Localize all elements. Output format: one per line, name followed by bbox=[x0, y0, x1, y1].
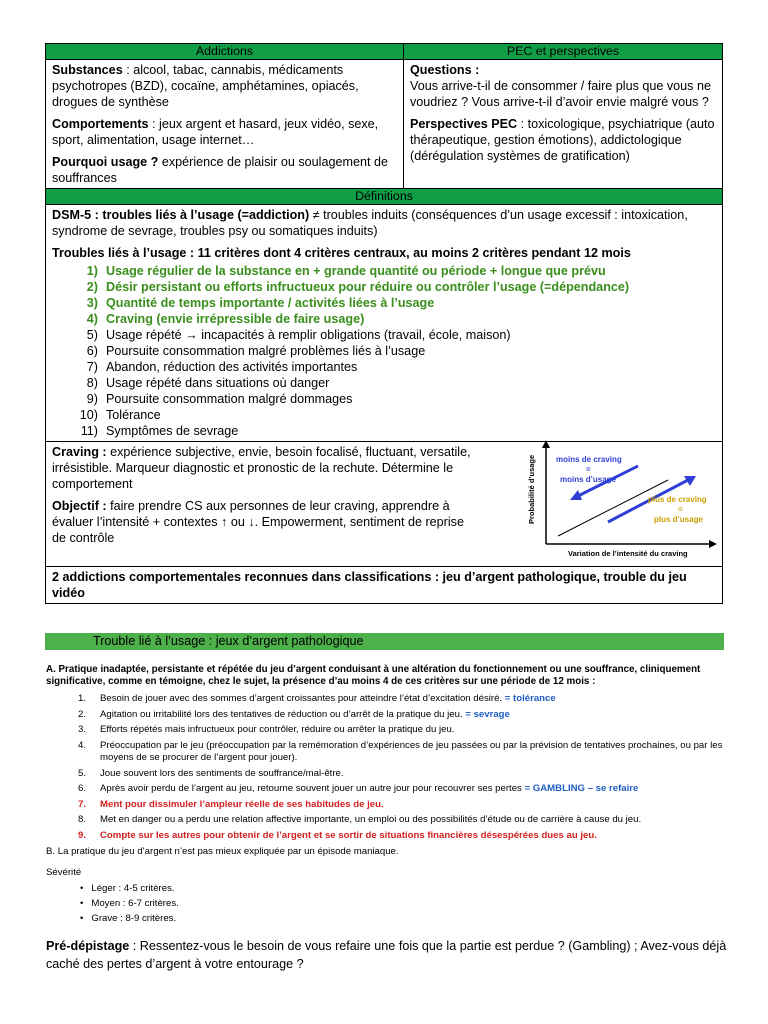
gambling-banner bbox=[45, 633, 724, 650]
gambling-criterion-text: Après avoir perdu de l’argent au jeu, retourne souvent jouer un autre jour pour recouvrer ses pertes bbox=[100, 783, 522, 794]
criterion-number: 9) bbox=[86, 392, 98, 406]
x-axis-arrowhead bbox=[709, 540, 717, 548]
dsm-label: DSM-5 : troubles liés à l’usage (=addiction) bbox=[52, 208, 310, 222]
perspectives-label: Perspectives PEC bbox=[410, 117, 518, 131]
criterion-item bbox=[52, 407, 716, 423]
criterion-item bbox=[52, 263, 716, 279]
definitions-cell bbox=[46, 205, 723, 442]
criterion-text: Usage régulier de la substance en + grande quantité ou période + longue que prévu bbox=[106, 264, 606, 278]
criterion-number: 11) bbox=[80, 424, 98, 438]
y-axis-label: Probabilité d’usage bbox=[527, 454, 536, 524]
footer-text: 2 addictions comportementales reconnues dans classifications : jeu d’argent pathologique, trouble du jeu vidéo bbox=[52, 570, 687, 600]
gambling-criterion bbox=[46, 783, 726, 796]
substances-text: : alcool, tabac, cannabis, médicaments psychotropes (BZD), cocaïne, amphétamines, opiacés, drogues de synthèse bbox=[52, 63, 359, 109]
gambling-criterion bbox=[46, 830, 726, 843]
criterion-text: Quantité de temps importante / activités liées à l’usage bbox=[106, 296, 435, 310]
troubles-title: Troubles liés à l’usage : 11 critères dont 4 critères centraux, au moins 2 critères pendant 12 mois bbox=[52, 246, 631, 260]
gambling-criterion bbox=[46, 693, 726, 706]
questions-label: Questions : bbox=[410, 63, 480, 77]
gambling-criterion bbox=[46, 740, 726, 765]
criterion-text: Craving (envie irrépressible de faire usage) bbox=[106, 312, 365, 326]
gambling-criterion-text: Compte sur les autres pour obtenir de l’argent et se sortir de situations financières désespérées dues au jeu. bbox=[100, 829, 597, 841]
gambling-criterion-text: Préoccupation par le jeu (préoccupation par la remémoration d’expériences de jeu passées ou par la prévision de tentatives prochaines, ou par les moyens de se procurer de l’argent pour jouer). bbox=[100, 739, 723, 763]
criterion-number: 7) bbox=[86, 360, 98, 374]
craving-label: Craving : bbox=[52, 445, 107, 459]
pourquoi-text: expérience de plaisir ou soulagement de souffrances bbox=[52, 155, 388, 185]
predepistage-label: Pré-dépistage bbox=[46, 939, 130, 953]
objectif-text: faire prendre CS aux personnes de leur craving, apprendre à évaluer l’intensité + contextes ↑ ou ↓. Empowerment, sentiment de reprise de contrôle bbox=[52, 499, 464, 545]
gambling-criterion-number: 2. bbox=[77, 708, 86, 720]
x-axis-label: Variation de l’intensité du craving bbox=[568, 549, 688, 558]
criterion-text: Usage répété dans situations où danger bbox=[106, 376, 330, 390]
note2-line3: plus d’usage bbox=[654, 515, 703, 524]
criterion-number: 10) bbox=[79, 408, 98, 422]
gambling-criterion-number: 5. bbox=[77, 767, 86, 779]
gambling-criterion-text: Met en danger ou a perdu une relation affective importante, un emploi ou des possibilités d’étude ou de carrière à cause du jeu. bbox=[100, 814, 642, 825]
criterion-text: Tolérance bbox=[106, 408, 161, 422]
criterion-text: Poursuite consommation malgré problèmes liés à l’usage bbox=[106, 344, 426, 358]
gambling-intro: A. Pratique inadaptée, persistante et répétée du jeu d’argent conduisant à une altération du fonctionnement ou une souffrance, cliniquement significative, comme en témoigne, chez le sujet, la présence d’au moins 4 de ces critères sur une période de 12 mois : bbox=[46, 664, 701, 687]
criterion-number: 5) bbox=[86, 328, 98, 342]
gambling-criterion-text: Efforts répétés mais infructueux pour contrôler, réduire ou arrêter la pratique du jeu. bbox=[100, 724, 455, 735]
criterion-text: Désir persistant ou efforts infructueux pour réduire ou contrôler l’usage (=dépendance) bbox=[106, 280, 630, 294]
definitions-header: Définitions bbox=[46, 189, 723, 205]
gambling-criterion-note: = sevrage bbox=[462, 708, 510, 720]
gambling-criterion-text: Ment pour dissimuler l’ampleur réelle de ses habitudes de jeu. bbox=[100, 798, 384, 810]
criteria-list bbox=[52, 263, 716, 439]
severity-item: • Léger : 4-5 critères. bbox=[80, 881, 726, 896]
gambling-criterion-number: 9. bbox=[77, 829, 86, 841]
criterion-item bbox=[52, 375, 716, 391]
criterion-item bbox=[52, 279, 716, 295]
pec-header: PEC et perspectives bbox=[404, 44, 723, 60]
severity-title: Sévérité bbox=[46, 867, 82, 878]
perspectives-text: : toxicologique, psychiatrique (auto thérapeutique, gestion émotions), addictologique (dérégulation systèmes de gratification) bbox=[410, 117, 715, 163]
note1-line3: moins d’usage bbox=[560, 475, 617, 484]
predepistage bbox=[46, 937, 736, 973]
gambling-criterion-text: Besoin de jouer avec des sommes d’argent croissantes pour atteindre l’état d’excitation désiré. bbox=[100, 693, 503, 704]
addictions-table bbox=[45, 43, 723, 604]
gambling-criterion bbox=[46, 768, 726, 781]
predepistage-text: : Ressentez-vous le besoin de vous refaire une fois que la partie est perdue ? (Gambling) ; Avez-vous déjà caché des pertes d’argent à votre entourage ? bbox=[46, 939, 727, 971]
criterion-number: 1) bbox=[86, 264, 98, 278]
gambling-criterion-number: 8. bbox=[77, 814, 86, 825]
addictions-header: Addictions bbox=[46, 44, 404, 60]
gambling-b-text: B. La pratique du jeu d’argent n’est pas mieux expliquée par un épisode maniaque. bbox=[46, 846, 399, 857]
severity-item: • Moyen : 6-7 critères. bbox=[80, 896, 726, 911]
footer-cell bbox=[46, 567, 723, 604]
comportements-label: Comportements bbox=[52, 117, 149, 131]
craving-text: expérience subjective, envie, besoin focalisé, fluctuant, versatile, irrésistible. Marqueur diagnostic et pronostic de la rechute. Détermine le comportement bbox=[52, 445, 471, 491]
severity-list bbox=[80, 881, 726, 926]
gambling-criterion bbox=[46, 709, 726, 722]
gambling-criterion bbox=[46, 724, 726, 737]
note2-line2: = bbox=[678, 505, 683, 514]
gambling-criterion-note: = tolérance bbox=[502, 693, 556, 704]
gambling-criterion-text: Joue souvent lors des sentiments de souffrance/mal-être. bbox=[100, 767, 344, 779]
y-axis-arrowhead bbox=[542, 440, 550, 448]
gambling-criterion-number: 7. bbox=[77, 798, 86, 810]
gambling-list bbox=[46, 693, 726, 842]
craving-cell bbox=[46, 442, 723, 567]
criterion-item bbox=[52, 343, 716, 359]
criterion-text: Poursuite consommation malgré dommages bbox=[106, 392, 353, 406]
gambling-criterion-number: 6. bbox=[77, 783, 86, 794]
questions-text: Vous arrive-t-il de consommer / faire plus que vous ne voudriez ? Vous arrive-t-il d’avoir envie malgré vous ? bbox=[410, 79, 711, 109]
gambling-criteria-block bbox=[46, 664, 726, 926]
banner-title: Trouble lié à l’usage : jeux d’argent pathologique bbox=[93, 634, 364, 648]
gambling-criterion-number: 1. bbox=[77, 693, 86, 704]
criterion-item bbox=[52, 391, 716, 407]
gambling-criterion bbox=[46, 814, 726, 827]
gambling-criterion-text: Agitation ou irritabilité lors des tentatives de réduction ou d’arrêt de la pratique du jeu. bbox=[100, 708, 463, 720]
criterion-number: 3) bbox=[86, 296, 98, 310]
criterion-number: 6) bbox=[86, 344, 98, 358]
criterion-text: Usage répété → incapacités à remplir obligations (travail, école, maison) bbox=[106, 328, 511, 342]
note1-line1: moins de craving bbox=[556, 455, 622, 464]
substances-label: Substances bbox=[52, 63, 123, 77]
gambling-criterion-number: 3. bbox=[77, 724, 86, 735]
criterion-item bbox=[52, 359, 716, 375]
criterion-item bbox=[52, 311, 716, 327]
severity-item: • Grave : 8-9 critères. bbox=[80, 911, 726, 926]
note1-line2: = bbox=[586, 465, 591, 474]
criterion-text: Abandon, réduction des activités importantes bbox=[106, 360, 358, 374]
comportements-text: : jeux argent et hasard, jeux vidéo, sexe, sport, alimentation, usage internet… bbox=[52, 117, 379, 147]
trend-line bbox=[558, 480, 668, 536]
pec-cell bbox=[404, 60, 723, 189]
craving-graph bbox=[518, 440, 718, 560]
pourquoi-label: Pourquoi usage ? bbox=[52, 155, 159, 169]
gambling-criterion bbox=[46, 799, 726, 812]
criterion-item bbox=[52, 327, 716, 343]
dsm-text: ≠ troubles induits (conséquences d’un usage excessif : intoxication, syndrome de sevrage, troubles psy ou somatiques induits) bbox=[52, 208, 688, 238]
criterion-number: 2) bbox=[86, 280, 98, 294]
criterion-item bbox=[52, 295, 716, 311]
note2-line1: plus de craving bbox=[648, 495, 707, 504]
criterion-number: 4) bbox=[86, 312, 98, 326]
addictions-cell bbox=[46, 60, 404, 189]
gambling-criterion-note: = GAMBLING – se refaire bbox=[521, 783, 639, 794]
criterion-number: 8) bbox=[86, 376, 98, 390]
criterion-item bbox=[52, 423, 716, 439]
gambling-criterion-number: 4. bbox=[77, 739, 86, 751]
objectif-label: Objectif : bbox=[52, 499, 107, 513]
criterion-text: Symptômes de sevrage bbox=[106, 424, 239, 438]
